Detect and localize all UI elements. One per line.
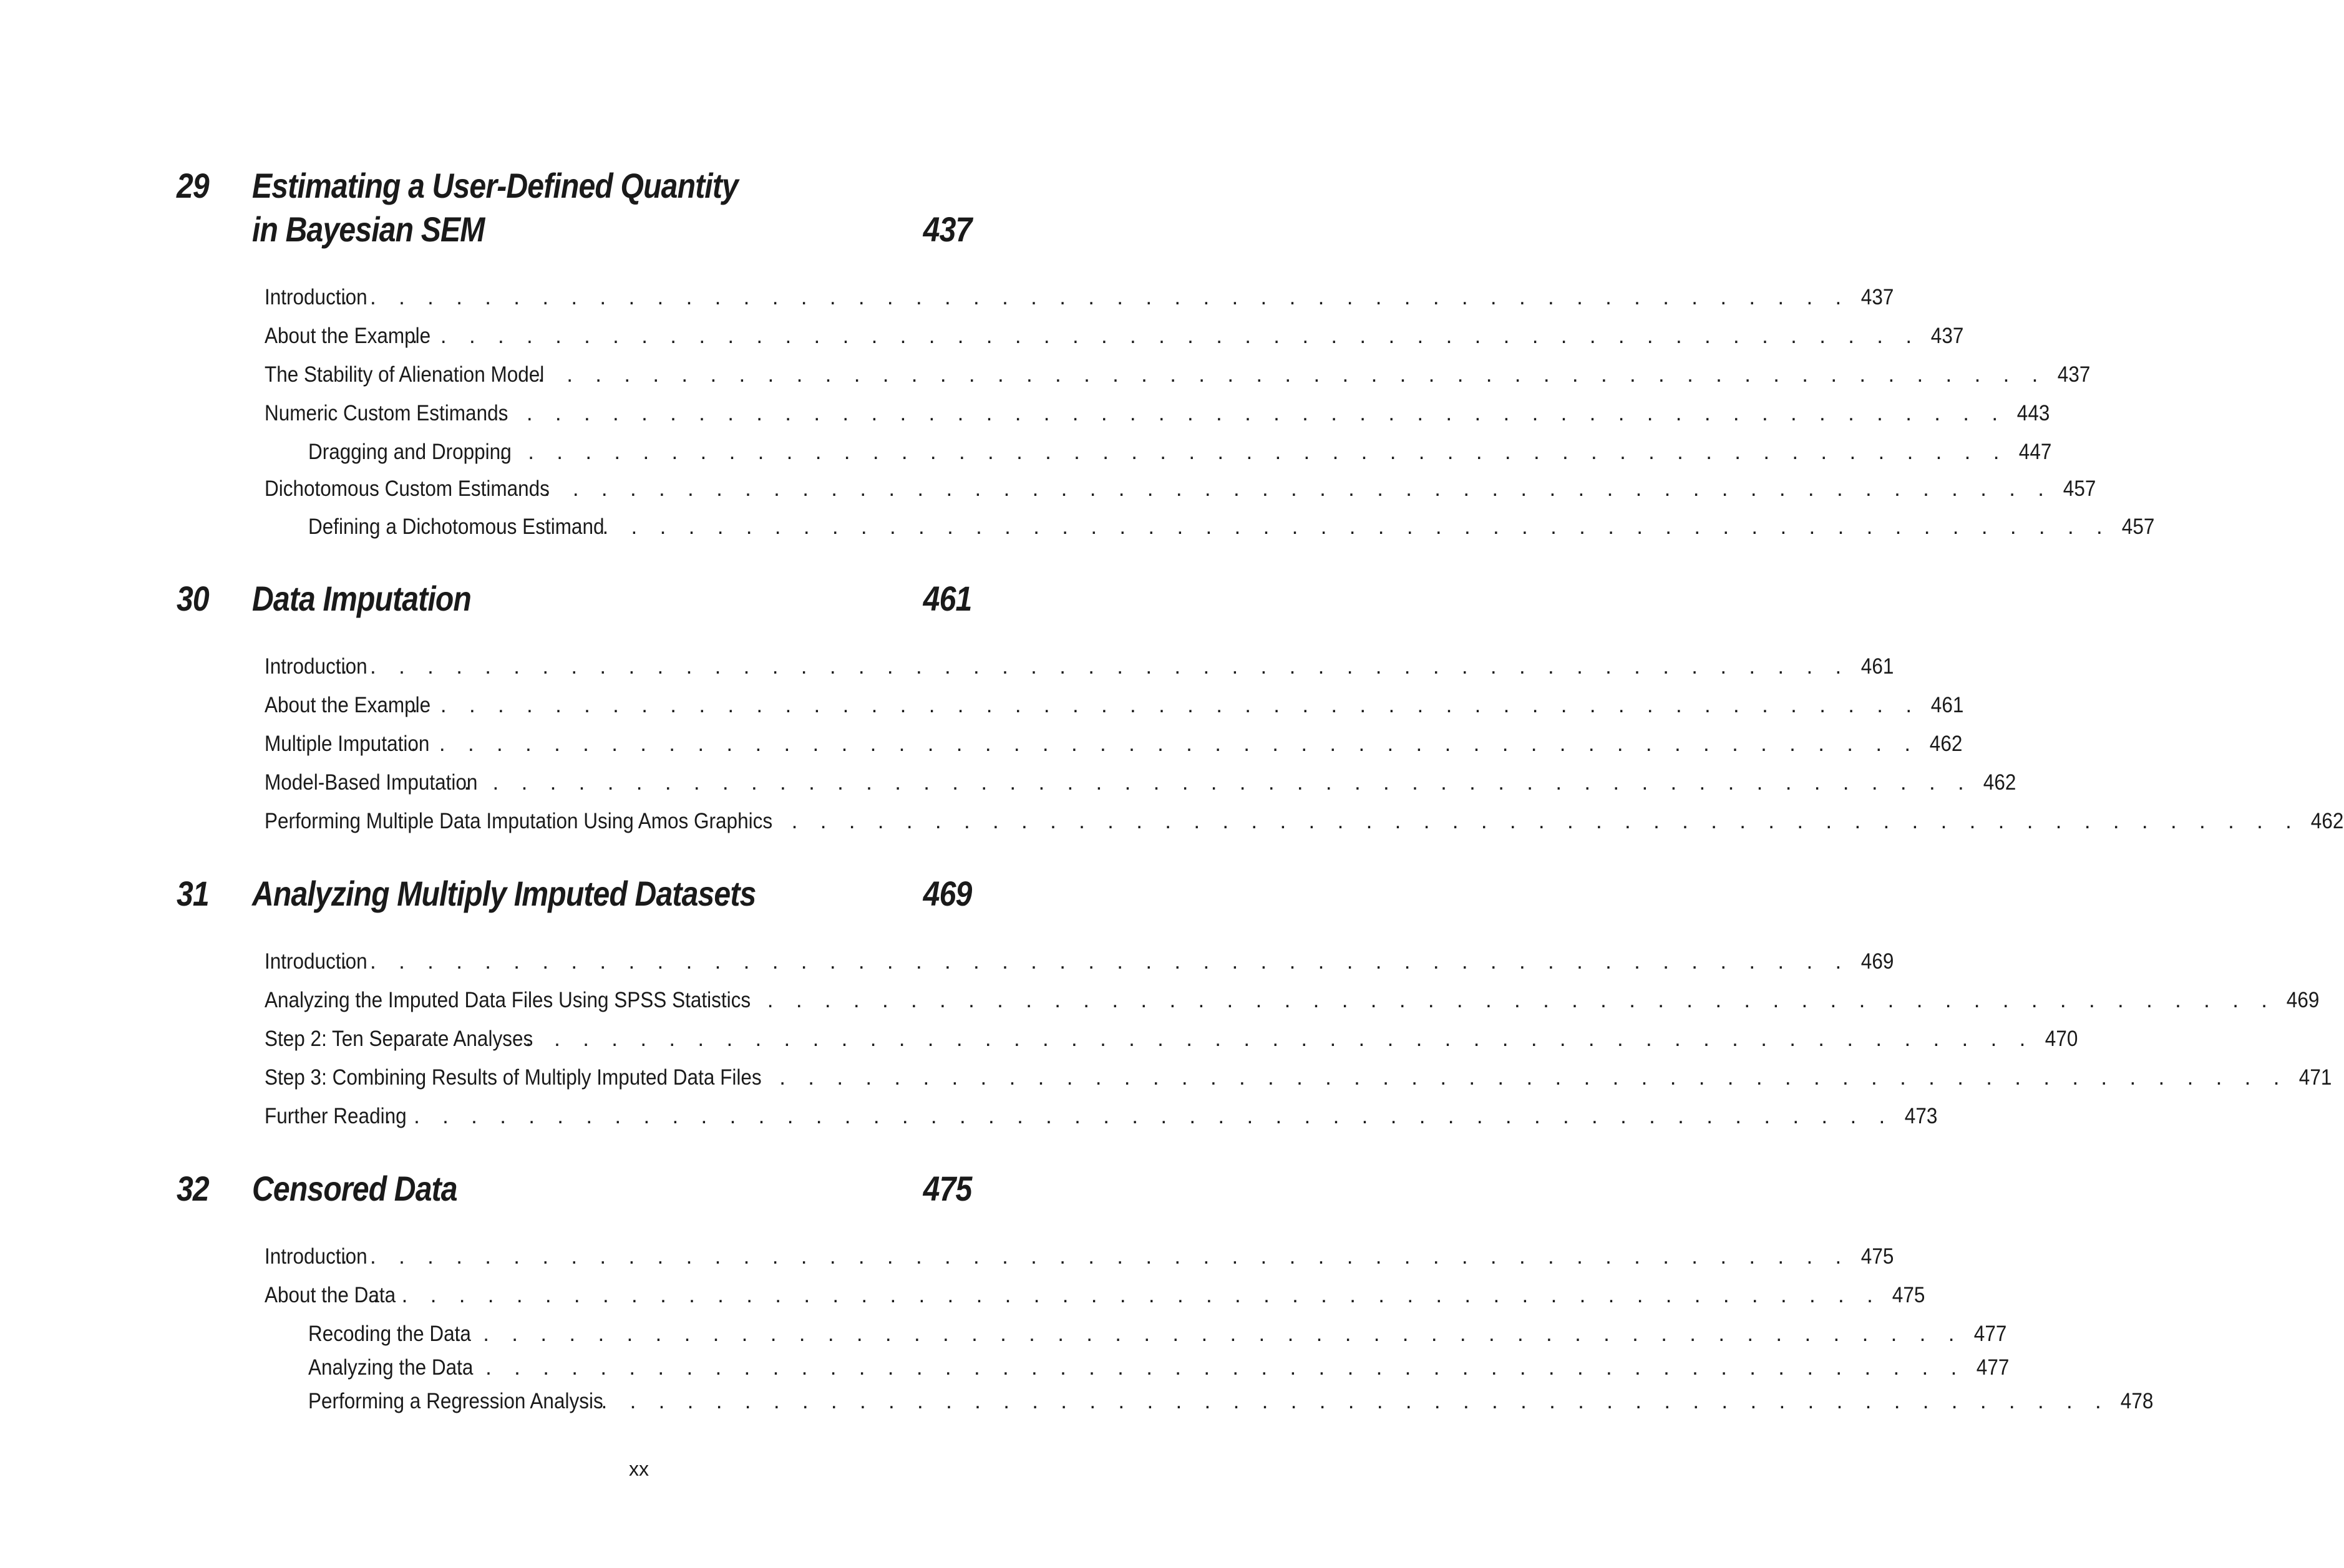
dot-leader: . . . . . . . . . . . . . . . . . . . . . . . . . . . . . . . . . . . . . . . . . . . . . . . . . . . . . (602, 515, 2111, 539)
toc-entry-page: 470 (2045, 1027, 2078, 1051)
dot-leader: . . . . . . . . . . . . . . . . . . . . . . . . . . . . . . . . . . . . . . . . . . . . . . . . . . . . . (385, 1104, 1894, 1128)
toc-entry[interactable] (265, 806, 2344, 837)
toc-entry[interactable] (265, 321, 1964, 352)
chapter-page: 475 (923, 1169, 971, 1208)
toc-entry[interactable] (265, 398, 2050, 429)
toc-entry-page: 477 (1976, 1355, 2009, 1380)
dot-leader: . . . . . . . . . . . . . . . . . . . . . . . . . . . . . . . . . . . . . . . . . . . . . . . . . . . . . (341, 1244, 1850, 1269)
toc-entry-label: Dragging and Dropping (308, 440, 512, 464)
toc-entry[interactable] (265, 1062, 2332, 1093)
toc-entry[interactable] (265, 985, 2320, 1016)
dot-leader: . . . . . . . . . . . . . . . . . . . . . . . . . . . . . . . . . . . . . . . . . . . . . . . . . . . . . (410, 732, 1919, 756)
toc-entry-label: Analyzing the Data (308, 1355, 474, 1380)
dot-leader: . . . . . . . . . . . . . . . . . . . . . . . . . . . . . . . . . . . . . . . . . . . . . . . . . . . . . (791, 809, 2300, 833)
chapter-title-line: Data Imputation (252, 579, 471, 618)
toc-entry[interactable] (265, 1101, 1937, 1132)
toc-entry-page: 477 (1973, 1322, 2007, 1346)
dot-leader: . . . . . . . . . . . . . . . . . . . . . . . . . . . . . . . . . . . . . . . . . . . . . . . . . . . . . (767, 988, 2276, 1012)
chapter-title-line: Analyzing Multiply Imputed Datasets (252, 874, 756, 913)
dot-leader: . . . . . . . . . . . . . . . . . . . . . . . . . . . . . . . . . . . . . . . . . . . . . . . . . . . . . (411, 693, 1920, 717)
toc-entry-label: Performing a Regression Analysis (308, 1389, 603, 1413)
chapter-title (252, 577, 869, 621)
toc-entry-page: 457 (2063, 477, 2096, 501)
dot-leader: . . . . . . . . . . . . . . . . . . . . . . . . . . . . . . . . . . . . . . . . . . . . . . . . . . . . . (464, 770, 1973, 795)
dot-leader: . . . . . . . . . . . . . . . . . . . . . . . . . . . . . . . . . . . . . . . . . . . . . . . . . . . . . (341, 654, 1850, 679)
toc-entry-page: 437 (1860, 285, 1894, 309)
dot-leader: . . . . . . . . . . . . . . . . . . . . . . . . . . . . . . . . . . . . . . . . . . . . . . . . . . . . . (601, 1389, 2110, 1413)
toc-entry-page: 437 (1931, 324, 1964, 348)
toc-entry-page: 462 (1930, 732, 1963, 756)
toc-entry-label: Step 2: Ten Separate Analyses (265, 1027, 533, 1051)
toc-entry[interactable] (265, 1241, 1894, 1272)
toc-entry-label: Introduction (265, 949, 367, 974)
toc-entry[interactable] (265, 282, 1894, 313)
chapter-number: 30 (177, 579, 209, 618)
dot-leader: . . . . . . . . . . . . . . . . . . . . . . . . . . . . . . . . . . . . . . . . . . . . . . . . . . . . . (543, 477, 2053, 501)
chapter-title (252, 1167, 869, 1211)
toc-entry-page: 469 (1860, 949, 1894, 974)
chapter-page: 461 (923, 579, 971, 618)
toc-entry[interactable] (265, 946, 1894, 977)
toc-entry[interactable] (265, 728, 1963, 760)
chapter-title-line: in Bayesian SEM (252, 210, 485, 249)
toc-entry-label: The Stability of Alienation Model (265, 362, 545, 387)
toc-entry-label: Recoding the Data (308, 1322, 471, 1346)
chapter-title-line: Censored Data (252, 1169, 457, 1208)
toc-entry[interactable] (265, 1024, 2078, 1055)
toc-entry-page: 475 (1892, 1283, 1925, 1307)
chapter-number: 29 (177, 166, 209, 205)
toc-entry-label: Introduction (265, 654, 367, 679)
toc-entry-page: 443 (2017, 401, 2050, 425)
dot-leader: . . . . . . . . . . . . . . . . . . . . . . . . . . . . . . . . . . . . . . . . . . . . . . . . . . . . . (525, 1027, 2034, 1051)
toc-entry[interactable] (265, 1280, 1925, 1311)
chapter-page: 437 (923, 210, 971, 249)
toc-entry[interactable] (265, 473, 2096, 505)
toc-entry-label: Dichotomous Custom Estimands (265, 477, 550, 501)
toc-entry-label: Numeric Custom Estimands (265, 401, 508, 425)
toc-entry-label: Introduction (265, 1244, 367, 1269)
dot-leader: . . . . . . . . . . . . . . . . . . . . . . . . . . . . . . . . . . . . . . . . . . . . . . . . . . . . . (411, 324, 1920, 348)
toc-entry-page: 461 (1931, 693, 1964, 717)
toc-entry-label: Further Reading (265, 1104, 407, 1128)
dot-leader: . . . . . . . . . . . . . . . . . . . . . . . . . . . . . . . . . . . . . . . . . . . . . . . . . . . . . (538, 362, 2046, 387)
dot-leader: . . . . . . . . . . . . . . . . . . . . . . . . . . . . . . . . . . . . . . . . . . . . . . . . . . . . . (341, 949, 1850, 974)
toc-subentry[interactable] (308, 1319, 2007, 1350)
toc-entry-page: 462 (2311, 809, 2344, 833)
toc-entry-label: About the Example (265, 693, 431, 717)
toc-entry-label: Performing Multiple Data Imputation Using Amos Graphics (265, 809, 773, 833)
page-number: xx (629, 1458, 649, 1480)
dot-leader: . . . . . . . . . . . . . . . . . . . . . . . . . . . . . . . . . . . . . . . . . . . . . . . . . . . . . (341, 285, 1850, 309)
dot-leader: . . . . . . . . . . . . . . . . . . . . . . . . . . . . . . . . . . . . . . . . . . . . . . . . . . . . . (457, 1355, 1965, 1380)
toc-entry-label: Introduction (265, 285, 367, 309)
toc-entry-label: Defining a Dichotomous Estimand (308, 515, 605, 539)
chapter-number: 31 (177, 874, 209, 913)
toc-entry-label: Model-Based Imputation (265, 770, 478, 795)
chapter-page: 469 (923, 874, 971, 913)
dot-leader: . . . . . . . . . . . . . . . . . . . . . . . . . . . . . . . . . . . . . . . . . . . . . . . . . . . . . (499, 440, 2008, 464)
toc-entry-page: 462 (1983, 770, 2016, 795)
toc-entry-page: 471 (2298, 1065, 2332, 1090)
chapter-title (252, 164, 869, 251)
toc-entry-page: 478 (2120, 1389, 2154, 1413)
toc-subentry[interactable] (308, 437, 2052, 468)
toc-subentry[interactable] (308, 1386, 2154, 1417)
toc-entry-label: About the Example (265, 324, 431, 348)
toc-entry-label: Analyzing the Imputed Data Files Using SPSS Statistics (265, 988, 751, 1012)
toc-entry-label: Multiple Imputation (265, 732, 430, 756)
toc-subentry[interactable] (308, 511, 2155, 543)
toc-entry-page: 447 (2018, 440, 2052, 464)
chapter-title-line: Estimating a User-Defined Quantity (252, 166, 738, 205)
chapter-number: 32 (177, 1169, 209, 1208)
toc-entry[interactable] (265, 690, 1964, 721)
toc-entry-page: 469 (2287, 988, 2320, 1012)
dot-leader: . . . . . . . . . . . . . . . . . . . . . . . . . . . . . . . . . . . . . . . . . . . . . . . . . . . . . (372, 1283, 1882, 1307)
toc-entry-page: 475 (1860, 1244, 1894, 1269)
toc-subentry[interactable] (308, 1352, 2009, 1383)
dot-leader: . . . . . . . . . . . . . . . . . . . . . . . . . . . . . . . . . . . . . . . . . . . . . . . . . . . . . (454, 1322, 1963, 1346)
dot-leader: . . . . . . . . . . . . . . . . . . . . . . . . . . . . . . . . . . . . . . . . . . . . . . . . . . . . . (779, 1065, 2288, 1090)
dot-leader: . . . . . . . . . . . . . . . . . . . . . . . . . . . . . . . . . . . . . . . . . . . . . . . . . . . . . (497, 401, 2006, 425)
toc-entry-page: 473 (1904, 1104, 1937, 1128)
toc-entry-label: About the Data (265, 1283, 396, 1307)
toc-entry[interactable] (265, 651, 1894, 682)
toc-entry-page: 437 (2057, 362, 2091, 387)
chapter-title (252, 872, 869, 916)
toc-entry-page: 457 (2121, 515, 2155, 539)
toc-entry-label: Step 3: Combining Results of Multiply Imputed Data Files (265, 1065, 762, 1090)
toc-entry[interactable] (265, 359, 2091, 390)
toc-entry[interactable] (265, 767, 2016, 798)
toc-entry-page: 461 (1860, 654, 1894, 679)
